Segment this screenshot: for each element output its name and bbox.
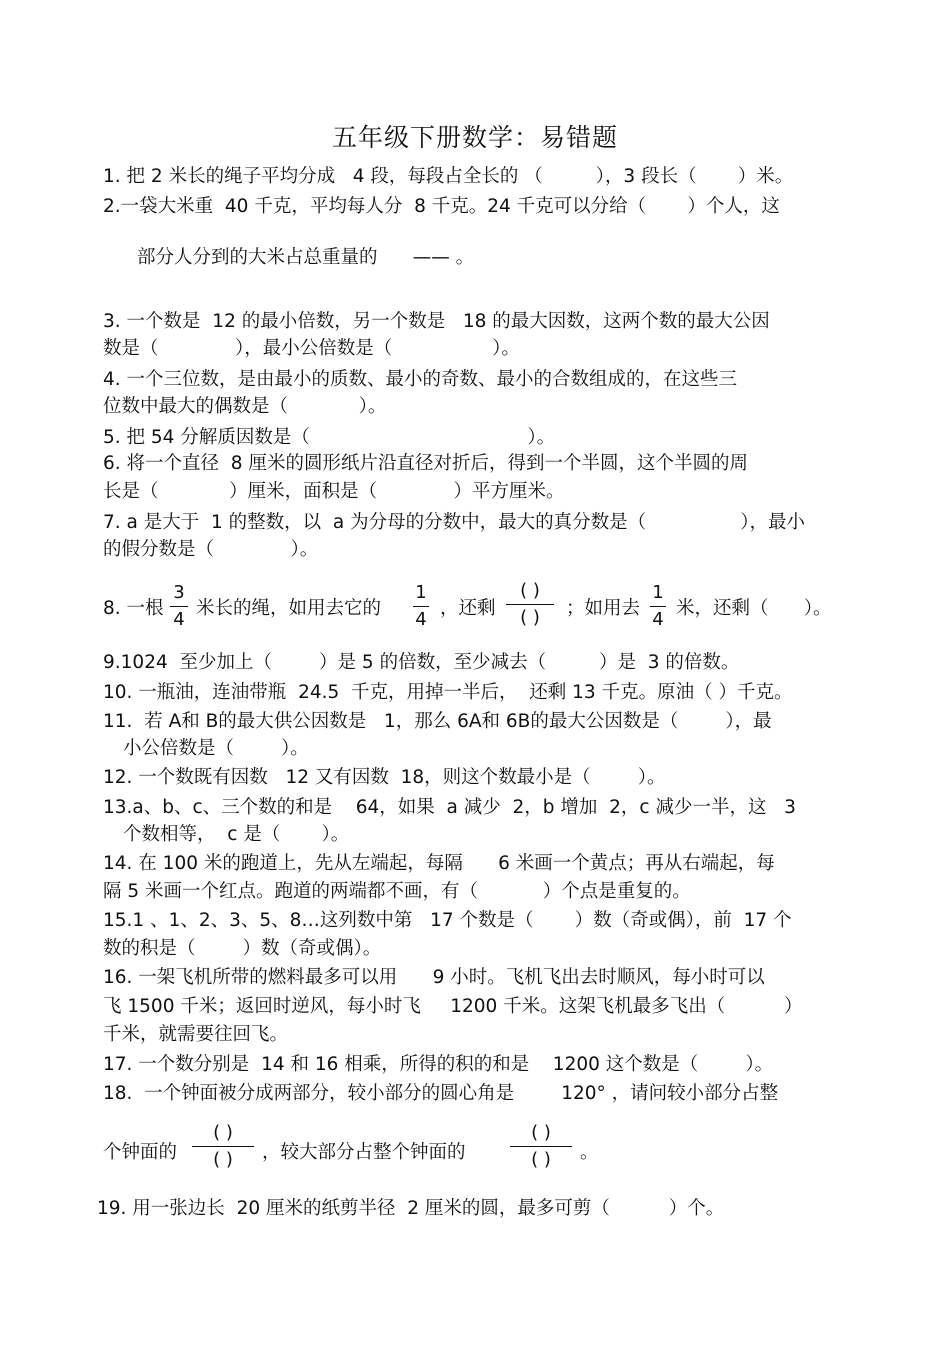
fraction-one-quarter-2 <box>650 582 666 631</box>
fraction-blank <box>506 580 554 629</box>
fraction-numerator: ( ) <box>520 580 540 601</box>
question-10: 10. 一瓶油，连油带瓶 24.5 千克，用掉一半后， 还剩 13 千克。原油（ ）千克。 <box>103 682 793 703</box>
question-15-line-2: 数的积是（ ）数（奇或偶）。 <box>103 938 382 959</box>
fraction-denominator: 4 <box>652 609 664 630</box>
question-13-line-2: 个数相等， c 是（ ）。 <box>123 824 350 845</box>
question-9: 9.1024 至少加上（ ）是 5 的倍数，至少减去（ ）是 3 的倍数。 <box>103 652 740 673</box>
fraction-one-quarter <box>413 582 429 631</box>
question-19: 19. 用一张边长 20 厘米的纸剪半径 2 厘米的圆，最多可剪（ ）个。 <box>97 1198 725 1219</box>
page-title: 五年级下册数学：易错题 <box>331 123 618 152</box>
question-8-part-1: 8. 一根 <box>103 598 164 619</box>
question-2-line-1: 2.一袋大米重 40 千克，平均每人分 8 千克。24 千克可以分给（ ）个人，这 <box>103 196 780 217</box>
question-7-line-1: 7. a 是大于 1 的整数，以 a 为分母的分数中，最大的真分数是（ ），最小 <box>103 512 805 533</box>
question-8-part-4: ；如用去 <box>566 598 641 619</box>
fraction-three-quarters <box>170 582 188 631</box>
question-3-line-1: 3. 一个数是 12 的最小倍数，另一个数是 18 的最大因数，这两个数的最大公因 <box>103 311 770 332</box>
fraction-blank-large-part <box>510 1122 572 1171</box>
question-18-part-2: ，较大部分占整个钟面的 <box>262 1142 466 1163</box>
fraction-numerator: 1 <box>415 582 427 603</box>
question-17: 17. 一个数分别是 14 和 16 相乘，所得的积的和是 1200 这个数是（ ）。 <box>103 1054 774 1075</box>
question-11-line-2: 小公倍数是（ ）。 <box>123 738 309 759</box>
question-8-part-2: 米长的绳，如用去它的 <box>196 598 382 619</box>
fraction-numerator: ( ) <box>531 1122 551 1143</box>
fraction-numerator: 3 <box>173 582 185 603</box>
question-16-line-3: 千米，就需要往回飞。 <box>103 1024 289 1045</box>
fraction-numerator: 1 <box>652 582 664 603</box>
fraction-bar <box>170 606 188 607</box>
fraction-bar <box>192 1146 254 1147</box>
question-11-line-1: 11. 若 A和 B的最大供公因数是 1，那么 6A和 6B的最大公因数是（ ），最 <box>103 711 772 732</box>
fraction-bar <box>506 604 554 605</box>
question-18-line-1: 18. 一个钟面被分成两部分，较小部分的圆心角是 120° ，请问较小部分占整 <box>103 1083 779 1104</box>
fraction-denominator: ( ) <box>520 607 540 628</box>
question-2-line-2: 部分人分到的大米占总重量的 —— 。 <box>137 247 475 268</box>
fraction-bar <box>650 606 666 607</box>
question-8-part-3: ，还剩 <box>440 598 496 619</box>
question-4-line-1: 4. 一个三位数，是由最小的质数、最小的奇数、最小的合数组成的，在这些三 <box>103 369 738 390</box>
question-7-line-2: 的假分数是（ ）。 <box>103 539 319 560</box>
question-14-line-2: 隔 5 米画一个红点。跑道的两端都不画，有（ ）个点是重复的。 <box>103 881 691 902</box>
question-3-line-2: 数是（ ），最小公倍数是（ ）。 <box>103 338 520 359</box>
question-8-part-5: 米，还剩（ ）。 <box>676 598 832 619</box>
question-16-line-2: 飞 1500 千米；返回时逆风，每小时飞 1200 千米。这架飞机最多飞出（ ） <box>103 996 803 1017</box>
fraction-bar <box>510 1146 572 1147</box>
fraction-numerator: ( ) <box>213 1122 233 1143</box>
fraction-denominator: ( ) <box>531 1149 551 1170</box>
question-16-line-1: 16. 一架飞机所带的燃料最多可以用 9 小时。飞机飞出去时顺风，每小时可以 <box>103 967 765 988</box>
fraction-denominator: 4 <box>173 609 185 630</box>
question-5: 5. 把 54 分解质因数是（ ）。 <box>103 427 556 448</box>
fraction-bar <box>413 606 429 607</box>
question-6-line-2: 长是（ ）厘米，面积是（ ）平方厘米。 <box>103 481 565 502</box>
question-18-part-3: 。 <box>580 1142 599 1163</box>
question-12: 12. 一个数既有因数 12 又有因数 18，则这个数最小是（ ）。 <box>103 767 666 788</box>
question-13-line-1: 13.a、b、c、三个数的和是 64，如果 a 减少 2，b 增加 2，c 减少一半，这 3 <box>103 797 796 818</box>
question-18-part-1: 个钟面的 <box>103 1142 178 1163</box>
question-15-line-1: 15.1 、1、2、3、5、8…这列数中第 17 个数是（ ）数（奇或偶），前 17 个 <box>103 910 792 931</box>
question-4-line-2: 位数中最大的偶数是（ ）。 <box>103 396 387 417</box>
fraction-denominator: 4 <box>415 609 427 630</box>
question-6-line-1: 6. 将一个直径 8 厘米的圆形纸片沿直径对折后，得到一个半圆，这个半圆的周 <box>103 453 748 474</box>
question-1: 1. 把 2 米长的绳子平均分成 4 段，每段占全长的 （ ），3 段长（ ）米。 <box>103 166 794 187</box>
question-14-line-1: 14. 在 100 米的跑道上，先从左端起，每隔 6 米画一个黄点；再从右端起，每 <box>103 853 775 874</box>
fraction-blank-small-part <box>192 1122 254 1171</box>
fraction-denominator: ( ) <box>213 1149 233 1170</box>
